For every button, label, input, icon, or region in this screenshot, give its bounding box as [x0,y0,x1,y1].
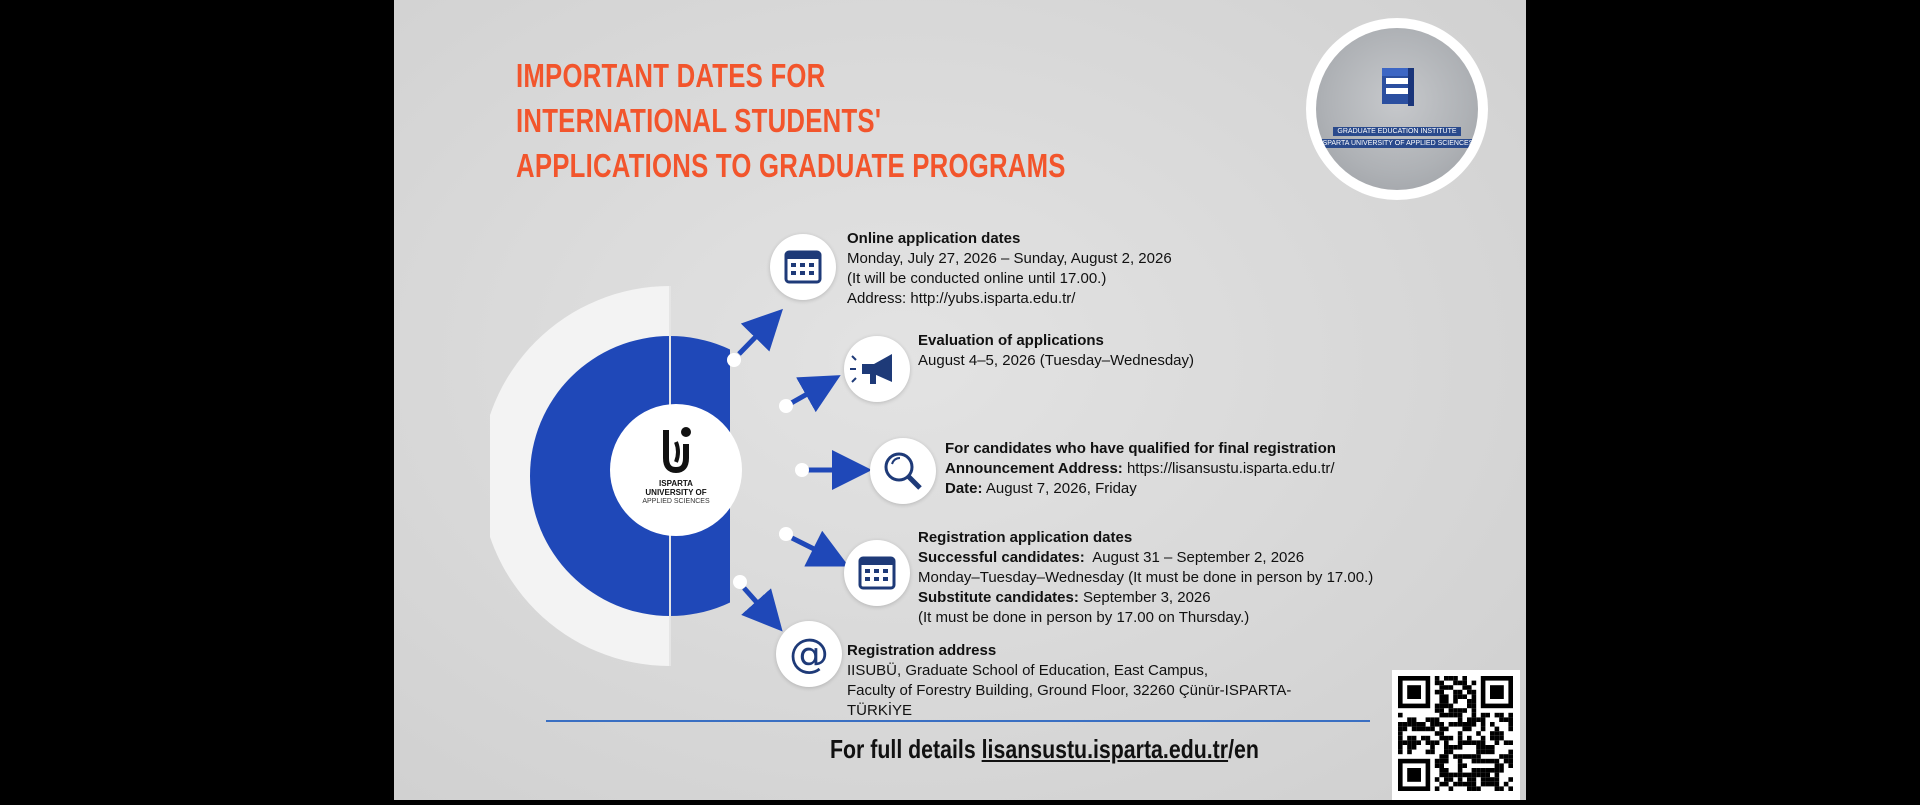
item-registration-dates [918,528,1373,628]
item-3-date-label: Date: [945,480,983,497]
item-4-substitute-label: Substitute candidates: [918,589,1079,606]
poster [394,0,1526,800]
item-4-successful-value: August 31 – September 2, 2026 [1084,549,1305,566]
item-4-heading: Registration application dates [918,529,1133,546]
item-2-heading: Evaluation of applications [918,332,1104,349]
arrow-5 [744,588,776,624]
calendar-icon [844,540,910,606]
qr-code [1392,670,1520,800]
footer-link[interactable]: lisansustu.isparta.edu.tr [981,734,1229,764]
item-5-line-2: Faculty of Forestry Building, Ground Floor, 32260 Çünür-ISPARTA- [847,682,1292,699]
item-1-line-2: (It will be conducted online until 17.00.) [847,270,1107,287]
item-4-substitute-value: September 3, 2026 [1078,589,1211,606]
item-5-heading: Registration address [847,642,997,659]
arrow-1 [739,316,776,354]
megaphone-icon [844,336,910,402]
badge-line-1: GRADUATE EDUCATION INSTITUTE [1333,127,1460,136]
item-1-heading: Online application dates [847,230,1021,247]
footer [830,734,1259,765]
at-icon [776,621,842,687]
arrow-4 [792,538,840,562]
item-5-line-3: TÜRKİYE [847,702,913,719]
center-logo-line-1: ISPARTA [659,479,693,488]
item-5-line-1: IISUBÜ, Graduate School of Education, East Campus, [847,662,1209,679]
footer-prefix: For full details [830,734,982,764]
calendar-icon [770,234,836,300]
title-line-1: IMPORTANT DATES FOR [516,57,826,94]
qr-code-icon [1392,670,1520,800]
item-1-line-3: Address: http://yubs.isparta.edu.tr/ [847,290,1076,307]
title-line-2: INTERNATIONAL STUDENTS' [516,102,882,139]
title-line-3: APPLICATIONS TO GRADUATE PROGRAMS [516,147,1066,184]
arrow-2 [786,380,832,406]
item-4-successful-label: Successful candidates: [918,549,1085,566]
item-3-date [945,479,1336,499]
item-4-successful-note: Monday–Tuesday–Wednesday (It must be done in person by 17.00.) [918,569,1374,586]
badge-line-2: ISPARTA UNIVERSITY OF APPLIED SCIENCES [1317,139,1478,148]
item-3-date-value: August 7, 2026, Friday [982,480,1137,497]
item-3-announcement-value: https://lisansustu.isparta.edu.tr/ [1122,460,1335,477]
item-3-announcement [945,459,1336,479]
item-evaluation [918,331,1194,371]
search-icon [870,438,936,504]
item-3-announcement-label: Announcement Address: [945,460,1123,477]
footer-suffix: /en [1228,734,1259,764]
item-2-line-1: August 4–5, 2026 (Tuesday–Wednesday) [918,352,1195,369]
item-registration-address [847,641,1291,721]
center-logo-line-2: UNIVERSITY OF [645,488,707,497]
item-4-successful [918,548,1373,568]
item-3-heading: For candidates who have qualified for final registration [945,440,1336,457]
item-4-substitute [918,588,1373,608]
center-logo-line-3: APPLIED SCIENCES [642,498,710,505]
item-final-registration [945,439,1336,499]
item-4-substitute-note: (It must be done in person by 17.00 on Thursday.) [918,609,1250,626]
item-1-line-1: Monday, July 27, 2026 – Sunday, August 2, 2026 [847,250,1172,267]
divider [546,720,1370,722]
item-online-application [847,229,1172,309]
svg-text:@: @ [789,631,829,677]
